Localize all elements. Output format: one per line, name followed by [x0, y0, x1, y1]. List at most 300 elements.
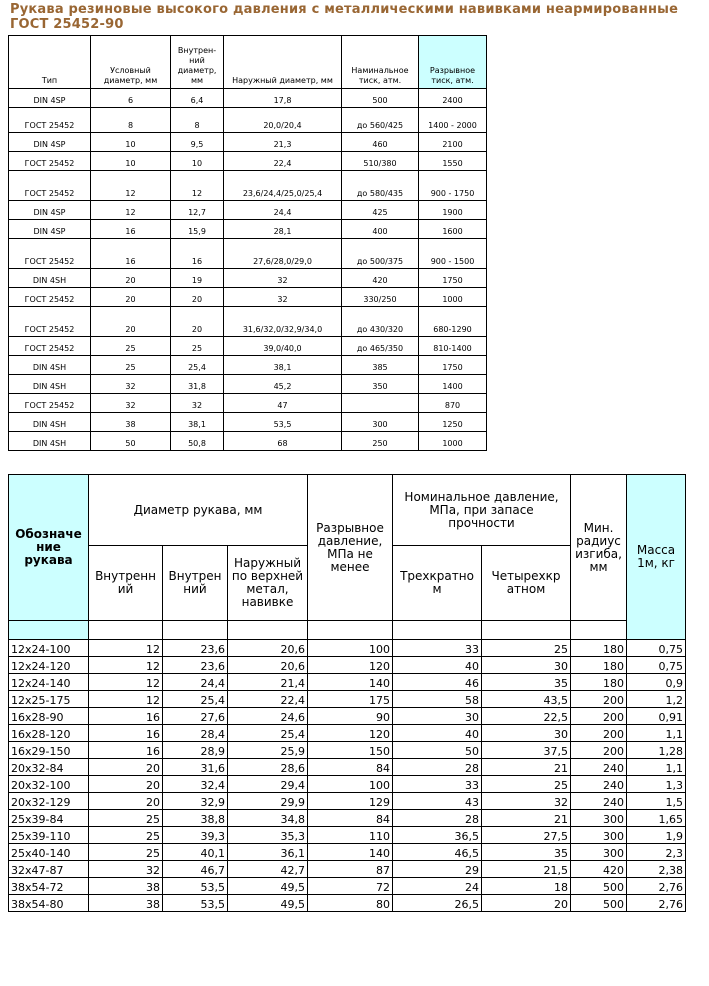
table2-value-cell: 12 — [89, 691, 163, 708]
table1-cell: 680-1290 — [419, 307, 487, 337]
table2-value-cell: 20,6 — [228, 657, 308, 674]
table1-cell: 350 — [342, 375, 419, 394]
table1-cell: 24,4 — [224, 201, 342, 220]
table2-value-cell: 49,5 — [228, 878, 308, 895]
table1-cell: 900 - 1750 — [419, 171, 487, 201]
table1-cell: 420 — [342, 269, 419, 288]
table2-value-cell: 140 — [308, 844, 393, 861]
table2-value-cell: 2,3 — [627, 844, 686, 861]
table1-cell: 330/250 — [342, 288, 419, 307]
table2-row — [9, 844, 686, 861]
table1-cell: до 580/435 — [342, 171, 419, 201]
table1-cell: DIN 4SP — [9, 133, 91, 152]
table1-cell: 32 — [224, 288, 342, 307]
table1-header-inner-diameter: Внутрен-ний диаметр, мм — [171, 36, 224, 89]
table1-cell: ГОСТ 25452 — [9, 288, 91, 307]
table1-cell: до 465/350 — [342, 337, 419, 356]
table2-designation-cell: 25x39-110 — [9, 827, 89, 844]
table2-header-nominal-group: Номинальное давление, МПа, при запасе прочности — [393, 475, 571, 546]
table1-cell: 6,4 — [171, 89, 224, 108]
table2-value-cell: 25 — [482, 640, 571, 657]
table2-value-cell: 150 — [308, 742, 393, 759]
table1-cell: 32 — [91, 375, 171, 394]
table2-value-cell: 1,1 — [627, 725, 686, 742]
table2-value-cell: 33 — [393, 776, 482, 793]
table1-cell: 20 — [171, 307, 224, 337]
table2-value-cell: 87 — [308, 861, 393, 878]
table2-value-cell: 25 — [89, 844, 163, 861]
table2-value-cell: 21,4 — [228, 674, 308, 691]
table2-value-cell: 46,7 — [163, 861, 228, 878]
table1-row — [9, 220, 487, 239]
table2-value-cell: 36,5 — [393, 827, 482, 844]
table2-value-cell: 40,1 — [163, 844, 228, 861]
table2-header-mass: Масса 1м, кг — [627, 475, 686, 640]
table2-value-cell: 1,9 — [627, 827, 686, 844]
table2-value-cell: 40 — [393, 725, 482, 742]
table1-cell: 870 — [419, 394, 487, 413]
table1-cell: 510/380 — [342, 152, 419, 171]
table1-cell: 6 — [91, 89, 171, 108]
table2-header-bend-radius: Мин. радиус изгиба, мм — [571, 475, 627, 621]
table2-value-cell: 43,5 — [482, 691, 571, 708]
table1-row — [9, 133, 487, 152]
table1-cell: 1400 - 2000 — [419, 108, 487, 133]
table2-value-cell: 21,5 — [482, 861, 571, 878]
table2-value-cell: 53,5 — [163, 895, 228, 912]
table2-value-cell: 39,3 — [163, 827, 228, 844]
table2-value-cell: 33 — [393, 640, 482, 657]
table2-value-cell: 2,38 — [627, 861, 686, 878]
table1-row — [9, 201, 487, 220]
table1-row — [9, 375, 487, 394]
table2-value-cell: 84 — [308, 810, 393, 827]
table2-value-cell: 20 — [482, 895, 571, 912]
table2-value-cell: 24,6 — [228, 708, 308, 725]
table2-value-cell: 40 — [393, 657, 482, 674]
table2-spacer-cell — [482, 621, 571, 640]
table2-designation-cell: 32x47-87 — [9, 861, 89, 878]
table1-cell: 12 — [91, 201, 171, 220]
page-title: Рукава резиновые высокого давления с металлическими навивками неармированные ГОСТ 25452-90 — [10, 2, 679, 32]
table2-value-cell: 25 — [89, 827, 163, 844]
table1-row — [9, 89, 487, 108]
table2-designation-cell: 20x32-100 — [9, 776, 89, 793]
hose-types-table — [8, 35, 487, 451]
table2-value-cell: 12 — [89, 640, 163, 657]
table2-designation-cell: 38x54-72 — [9, 878, 89, 895]
table2-spacer-cell — [89, 621, 163, 640]
table2-designation-cell: 12x24-140 — [9, 674, 89, 691]
table2-row — [9, 759, 686, 776]
table1-cell: 385 — [342, 356, 419, 375]
table2-value-cell: 500 — [571, 878, 627, 895]
table2-designation-cell: 12x24-100 — [9, 640, 89, 657]
table1-cell: 19 — [171, 269, 224, 288]
table1-cell: DIN 4SH — [9, 432, 91, 451]
table1-cell: 23,6/24,4/25,0/25,4 — [224, 171, 342, 201]
table2-value-cell: 46,5 — [393, 844, 482, 861]
table1-cell: 1400 — [419, 375, 487, 394]
table1-cell: 16 — [91, 239, 171, 269]
table2-spacer-cell — [228, 621, 308, 640]
table1-cell: 45,2 — [224, 375, 342, 394]
table1-row — [9, 307, 487, 337]
table1-cell: 32 — [171, 394, 224, 413]
table2-row — [9, 810, 686, 827]
table2-value-cell: 120 — [308, 725, 393, 742]
table2-value-cell: 20 — [89, 793, 163, 810]
table2-value-cell: 0,91 — [627, 708, 686, 725]
table2-value-cell: 23,6 — [163, 657, 228, 674]
table1-cell: 28,1 — [224, 220, 342, 239]
table2-value-cell: 50 — [393, 742, 482, 759]
table2-value-cell: 1,1 — [627, 759, 686, 776]
table1-cell: 38,1 — [224, 356, 342, 375]
table2-value-cell: 23,6 — [163, 640, 228, 657]
table2-spacer-cell — [571, 621, 627, 640]
table2-value-cell: 38,8 — [163, 810, 228, 827]
table2-value-cell: 28,4 — [163, 725, 228, 742]
table2-row — [9, 793, 686, 810]
table1-cell: 27,6/28,0/29,0 — [224, 239, 342, 269]
table2-value-cell: 240 — [571, 793, 627, 810]
hose-specs-table — [8, 474, 686, 912]
table2-value-cell: 200 — [571, 691, 627, 708]
table1-row — [9, 356, 487, 375]
table2-value-cell: 42,7 — [228, 861, 308, 878]
table2-row — [9, 742, 686, 759]
table1-header-row — [9, 36, 487, 89]
table1-cell: 25 — [171, 337, 224, 356]
table2-value-cell: 38 — [89, 895, 163, 912]
table2-header-quadruple: Четырехкр атном — [482, 546, 571, 621]
table1-cell: 10 — [91, 152, 171, 171]
table1-cell: ГОСТ 25452 — [9, 307, 91, 337]
table2-value-cell: 200 — [571, 708, 627, 725]
table2-value-cell: 18 — [482, 878, 571, 895]
table2-value-cell: 300 — [571, 810, 627, 827]
table1-cell: 16 — [171, 239, 224, 269]
table2-row — [9, 674, 686, 691]
table2-header-inner-2: Внутрен ний — [163, 546, 228, 621]
table2-value-cell: 28 — [393, 810, 482, 827]
table1-cell: 20 — [91, 288, 171, 307]
table1-cell: 68 — [224, 432, 342, 451]
table2-value-cell: 58 — [393, 691, 482, 708]
table2-value-cell: 240 — [571, 759, 627, 776]
table2-value-cell: 29,4 — [228, 776, 308, 793]
table1-cell: 250 — [342, 432, 419, 451]
table1-cell: ГОСТ 25452 — [9, 108, 91, 133]
table2-value-cell: 1,28 — [627, 742, 686, 759]
table2-value-cell: 2,76 — [627, 878, 686, 895]
table1-cell: 38,1 — [171, 413, 224, 432]
table2-header-diameter-group: Диаметр рукава, мм — [89, 475, 308, 546]
table2-value-cell: 180 — [571, 674, 627, 691]
table2-value-cell: 420 — [571, 861, 627, 878]
table2-row — [9, 691, 686, 708]
table2-value-cell: 28 — [393, 759, 482, 776]
table1-row — [9, 432, 487, 451]
table1-row — [9, 394, 487, 413]
table2-row — [9, 861, 686, 878]
table1-cell: 8 — [171, 108, 224, 133]
table2-value-cell: 80 — [308, 895, 393, 912]
table1-header-outer-diameter: Наружный диаметр, мм — [224, 36, 342, 89]
table2-value-cell: 53,5 — [163, 878, 228, 895]
table1-cell: 500 — [342, 89, 419, 108]
table2-value-cell: 20 — [89, 759, 163, 776]
table2-value-cell: 25,4 — [163, 691, 228, 708]
table2-value-cell: 1,2 — [627, 691, 686, 708]
table2-value-cell: 20 — [89, 776, 163, 793]
table1-cell: 12,7 — [171, 201, 224, 220]
table2-header-inner-1: Внутренн ий — [89, 546, 163, 621]
table1-cell: DIN 4SP — [9, 201, 91, 220]
table2-value-cell: 90 — [308, 708, 393, 725]
table2-value-cell: 28,6 — [228, 759, 308, 776]
table2-value-cell: 25,9 — [228, 742, 308, 759]
table1-cell: до 560/425 — [342, 108, 419, 133]
table1-cell: DIN 4SP — [9, 220, 91, 239]
table2-value-cell: 500 — [571, 895, 627, 912]
table2-value-cell: 100 — [308, 776, 393, 793]
table1-row — [9, 288, 487, 307]
table1-row — [9, 413, 487, 432]
table1-cell: DIN 4SH — [9, 413, 91, 432]
table1-cell: 1750 — [419, 269, 487, 288]
table1-cell: 16 — [91, 220, 171, 239]
table1-cell: 810-1400 — [419, 337, 487, 356]
table1-header-nominal-diameter: Условный диаметр, мм — [91, 36, 171, 89]
table2-value-cell: 30 — [393, 708, 482, 725]
table1-header-type: Тип — [9, 36, 91, 89]
table2-value-cell: 129 — [308, 793, 393, 810]
table2-value-cell: 200 — [571, 725, 627, 742]
table1-cell: 1750 — [419, 356, 487, 375]
table2-designation-cell: 16x29-150 — [9, 742, 89, 759]
table1-cell: 21,3 — [224, 133, 342, 152]
table2-value-cell: 20,6 — [228, 640, 308, 657]
table2-designation-cell: 25x39-84 — [9, 810, 89, 827]
table2-value-cell: 120 — [308, 657, 393, 674]
table2-value-cell: 27,6 — [163, 708, 228, 725]
table2-value-cell: 26,5 — [393, 895, 482, 912]
table2-value-cell: 0,75 — [627, 657, 686, 674]
table2-value-cell: 30 — [482, 657, 571, 674]
table1-cell: 20 — [91, 307, 171, 337]
table1-cell: 400 — [342, 220, 419, 239]
table2-value-cell: 1,3 — [627, 776, 686, 793]
table2-value-cell: 21 — [482, 759, 571, 776]
table2-value-cell: 29 — [393, 861, 482, 878]
table2-value-cell: 2,76 — [627, 895, 686, 912]
table2-value-cell: 16 — [89, 742, 163, 759]
table2-spacer-cell — [393, 621, 482, 640]
table1-cell: 1000 — [419, 288, 487, 307]
table1-cell: 300 — [342, 413, 419, 432]
table2-row — [9, 776, 686, 793]
table1-cell: 31,8 — [171, 375, 224, 394]
table2-value-cell: 1,65 — [627, 810, 686, 827]
table1-cell: 50 — [91, 432, 171, 451]
table1-cell: DIN 4SP — [9, 89, 91, 108]
table1-cell: 50,8 — [171, 432, 224, 451]
table2-value-cell: 16 — [89, 725, 163, 742]
table2-value-cell: 84 — [308, 759, 393, 776]
table1-cell: до 430/320 — [342, 307, 419, 337]
table2-designation-cell: 20x32-129 — [9, 793, 89, 810]
table2-row — [9, 725, 686, 742]
table2-value-cell: 12 — [89, 657, 163, 674]
table1-row — [9, 269, 487, 288]
table1-cell: 460 — [342, 133, 419, 152]
table2-value-cell: 49,5 — [228, 895, 308, 912]
table2-value-cell: 300 — [571, 827, 627, 844]
table2-value-cell: 22,4 — [228, 691, 308, 708]
table2-value-cell: 43 — [393, 793, 482, 810]
table2-row — [9, 895, 686, 912]
table2-header-outer: Наружный по верхней метал, навивке — [228, 546, 308, 621]
table1-cell: 1900 — [419, 201, 487, 220]
table1-cell: 31,6/32,0/32,9/34,0 — [224, 307, 342, 337]
table2-header-burst: Разрывное давление, МПа не менее — [308, 475, 393, 621]
table2-value-cell: 38 — [89, 878, 163, 895]
table2-value-cell: 36,1 — [228, 844, 308, 861]
table2-value-cell: 1,5 — [627, 793, 686, 810]
table1-cell: 12 — [91, 171, 171, 201]
table2-value-cell: 25,4 — [228, 725, 308, 742]
table2-value-cell: 37,5 — [482, 742, 571, 759]
table1-row — [9, 152, 487, 171]
table1-cell: 900 - 1500 — [419, 239, 487, 269]
table1-cell: 53,5 — [224, 413, 342, 432]
table1-cell: ГОСТ 25452 — [9, 337, 91, 356]
table1-cell: 22,4 — [224, 152, 342, 171]
table1-cell: 15,9 — [171, 220, 224, 239]
table2-value-cell: 25 — [89, 810, 163, 827]
table1-row — [9, 337, 487, 356]
table1-cell: 25,4 — [171, 356, 224, 375]
table2-designation-cell: 16x28-90 — [9, 708, 89, 725]
table1-cell: ГОСТ 25452 — [9, 171, 91, 201]
table2-row — [9, 657, 686, 674]
table2-value-cell: 175 — [308, 691, 393, 708]
table1-cell: 32 — [224, 269, 342, 288]
table1-cell: 38 — [91, 413, 171, 432]
table1-cell: 8 — [91, 108, 171, 133]
table2-value-cell: 110 — [308, 827, 393, 844]
table2-value-cell: 35 — [482, 674, 571, 691]
table2-value-cell: 32,4 — [163, 776, 228, 793]
table2-value-cell: 21 — [482, 810, 571, 827]
table1-cell: DIN 4SH — [9, 269, 91, 288]
table2-value-cell: 35,3 — [228, 827, 308, 844]
table2-spacer-cell — [308, 621, 393, 640]
table1-cell: 1550 — [419, 152, 487, 171]
table2-spacer-cell — [9, 621, 89, 640]
table2-value-cell: 24,4 — [163, 674, 228, 691]
table1-cell: до 500/375 — [342, 239, 419, 269]
table1-cell: DIN 4SH — [9, 375, 91, 394]
table2-value-cell: 35 — [482, 844, 571, 861]
table2-value-cell: 30 — [482, 725, 571, 742]
table1-cell: DIN 4SH — [9, 356, 91, 375]
table1-cell: 2100 — [419, 133, 487, 152]
table1-cell — [342, 394, 419, 413]
table1-cell: 1600 — [419, 220, 487, 239]
table1-cell: 17,8 — [224, 89, 342, 108]
table2-row — [9, 827, 686, 844]
table2-value-cell: 200 — [571, 742, 627, 759]
table1-cell: 25 — [91, 356, 171, 375]
table1-cell: 47 — [224, 394, 342, 413]
table2-value-cell: 240 — [571, 776, 627, 793]
table1-cell: 2400 — [419, 89, 487, 108]
table2-value-cell: 72 — [308, 878, 393, 895]
table2-value-cell: 100 — [308, 640, 393, 657]
table2-value-cell: 32,9 — [163, 793, 228, 810]
table1-cell: 12 — [171, 171, 224, 201]
table1-header-burst-pressure: Разрывное тиск, атм. — [419, 36, 487, 89]
table1-header-nominal-pressure: Наминальное тиск, атм. — [342, 36, 419, 89]
table2-header-triple: Трехкратно м — [393, 546, 482, 621]
table1-cell: ГОСТ 25452 — [9, 394, 91, 413]
table2-designation-cell: 12x25-175 — [9, 691, 89, 708]
table1-row — [9, 108, 487, 133]
table2-value-cell: 16 — [89, 708, 163, 725]
table2-value-cell: 25 — [482, 776, 571, 793]
table2-row — [9, 708, 686, 725]
table2-value-cell: 24 — [393, 878, 482, 895]
table2-row — [9, 878, 686, 895]
table2-value-cell: 300 — [571, 844, 627, 861]
table2-designation-cell: 38x54-80 — [9, 895, 89, 912]
table1-cell: 10 — [171, 152, 224, 171]
table2-row — [9, 640, 686, 657]
table2-value-cell: 180 — [571, 657, 627, 674]
table1-cell: 1250 — [419, 413, 487, 432]
table1-cell: 20,0/20,4 — [224, 108, 342, 133]
table1-row — [9, 239, 487, 269]
table2-designation-cell: 12x24-120 — [9, 657, 89, 674]
table2-value-cell: 32 — [482, 793, 571, 810]
table1-cell: 20 — [171, 288, 224, 307]
table2-spacer-row — [9, 621, 686, 640]
table1-cell: 32 — [91, 394, 171, 413]
table2-value-cell: 31,6 — [163, 759, 228, 776]
table1-cell: 25 — [91, 337, 171, 356]
table2-value-cell: 29,9 — [228, 793, 308, 810]
table2-value-cell: 0,9 — [627, 674, 686, 691]
table2-value-cell: 32 — [89, 861, 163, 878]
table1-cell: 9,5 — [171, 133, 224, 152]
table2-value-cell: 28,9 — [163, 742, 228, 759]
table2-designation-cell: 20x32-84 — [9, 759, 89, 776]
table1-cell: 20 — [91, 269, 171, 288]
table2-value-cell: 12 — [89, 674, 163, 691]
table1-cell: ГОСТ 25452 — [9, 239, 91, 269]
table2-header-row-1 — [9, 475, 686, 546]
table1-cell: 425 — [342, 201, 419, 220]
table2-value-cell: 27,5 — [482, 827, 571, 844]
table1-cell: ГОСТ 25452 — [9, 152, 91, 171]
table2-designation-cell: 16x28-120 — [9, 725, 89, 742]
table2-header-designation: Обозначе ние рукава — [9, 475, 89, 621]
table2-value-cell: 140 — [308, 674, 393, 691]
table1-row — [9, 171, 487, 201]
